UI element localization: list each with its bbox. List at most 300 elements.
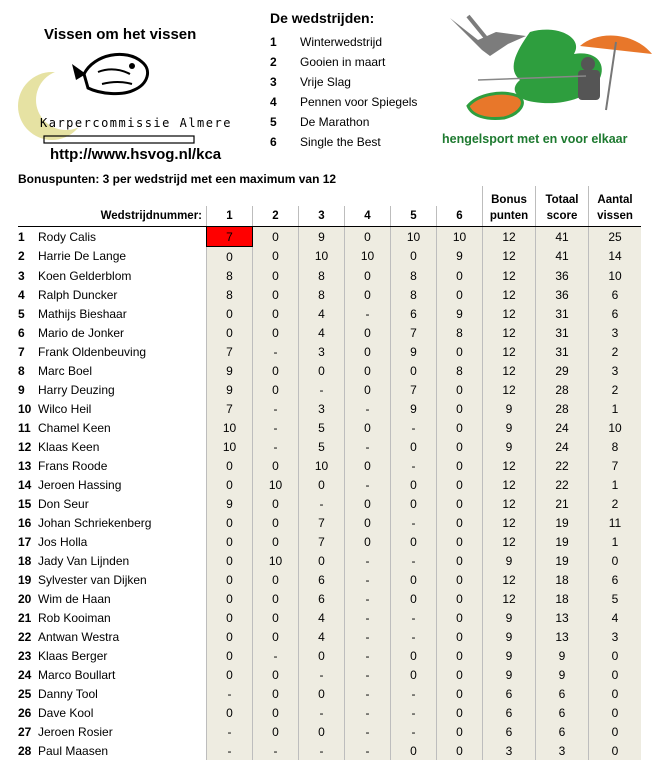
score-w6: 0	[437, 285, 483, 304]
bonus-cell: 6	[483, 684, 536, 703]
score-w2: 0	[253, 722, 299, 741]
score-w6: 9	[437, 304, 483, 323]
bonus-cell: 9	[483, 646, 536, 665]
score-w5: 8	[391, 266, 437, 285]
count-cell: 4	[589, 608, 642, 627]
score-w2: 0	[253, 665, 299, 684]
score-w6: 0	[437, 380, 483, 399]
bonus-cell: 12	[483, 304, 536, 323]
name-cell: Sylvester van Dijken	[38, 572, 147, 587]
score-w6: 0	[437, 513, 483, 532]
name-cell: Frank Oldenbeuving	[38, 344, 147, 359]
count-cell: 25	[589, 227, 642, 247]
rank-cell: 25	[18, 686, 32, 701]
score-w5: -	[391, 722, 437, 741]
score-w4: 0	[345, 494, 391, 513]
total-cell: 36	[536, 285, 589, 304]
score-w5: 9	[391, 399, 437, 418]
header-bonus-2: punten	[483, 206, 536, 227]
score-w6: 0	[437, 399, 483, 418]
competition-item: 2 Gooien in maart	[270, 55, 386, 69]
score-w3: 0	[299, 361, 345, 380]
total-cell: 28	[536, 380, 589, 399]
total-cell: 13	[536, 608, 589, 627]
table-row	[18, 342, 641, 361]
score-w2: 0	[253, 323, 299, 342]
name-cell: Wilco Heil	[38, 401, 92, 416]
score-w3: 9	[299, 227, 345, 247]
club-name: Karpercommissie Almere	[40, 116, 232, 130]
score-w3: -	[299, 741, 345, 760]
slogan: hengelsport met en voor elkaar	[442, 132, 628, 146]
score-w4: -	[345, 589, 391, 608]
table-row	[18, 741, 641, 760]
bonus-cell: 12	[483, 589, 536, 608]
table-row	[18, 418, 641, 437]
count-cell: 10	[589, 418, 642, 437]
score-w3: 8	[299, 285, 345, 304]
score-w3: 10	[299, 456, 345, 475]
name-cell: Frans Roode	[38, 458, 108, 473]
score-w1: 0	[207, 513, 253, 532]
score-w1: 0	[207, 532, 253, 551]
rank-cell: 4	[18, 287, 25, 302]
score-w3: 4	[299, 323, 345, 342]
score-w3: 8	[299, 266, 345, 285]
name-cell: Chamel Keen	[38, 420, 111, 435]
count-cell: 6	[589, 570, 642, 589]
score-w2: 0	[253, 684, 299, 703]
score-w5: 0	[391, 475, 437, 494]
score-w2: 0	[253, 266, 299, 285]
table-row	[18, 323, 641, 342]
score-w3: 0	[299, 475, 345, 494]
total-cell: 6	[536, 684, 589, 703]
score-w1: 0	[207, 247, 253, 267]
rank-cell: 18	[18, 553, 32, 568]
bonus-cell: 9	[483, 608, 536, 627]
total-cell: 19	[536, 513, 589, 532]
count-cell: 3	[589, 361, 642, 380]
count-cell: 5	[589, 589, 642, 608]
score-w4: -	[345, 684, 391, 703]
score-w3: -	[299, 665, 345, 684]
table-row	[18, 399, 641, 418]
bonus-cell: 9	[483, 551, 536, 570]
bonus-cell: 12	[483, 247, 536, 267]
total-cell: 31	[536, 304, 589, 323]
score-w3: 0	[299, 646, 345, 665]
header-total: Totaal	[536, 186, 589, 206]
ranking-table	[18, 186, 641, 760]
total-cell: 22	[536, 456, 589, 475]
score-w5: -	[391, 703, 437, 722]
bonus-cell: 12	[483, 266, 536, 285]
bonus-cell: 6	[483, 722, 536, 741]
score-w2: 0	[253, 532, 299, 551]
total-cell: 9	[536, 646, 589, 665]
score-w4: -	[345, 627, 391, 646]
rank-cell: 23	[18, 648, 32, 663]
score-w1: 8	[207, 266, 253, 285]
bonus-cell: 12	[483, 570, 536, 589]
score-w1: 0	[207, 589, 253, 608]
name-cell: Koen Gelderblom	[38, 268, 132, 283]
score-w4: 0	[345, 532, 391, 551]
name-cell: Don Seur	[38, 496, 89, 511]
score-w4: -	[345, 665, 391, 684]
score-w4: 0	[345, 513, 391, 532]
score-w6: 0	[437, 437, 483, 456]
competitions-list	[270, 10, 430, 152]
table-row	[18, 380, 641, 399]
score-w5: 0	[391, 247, 437, 267]
bonus-cell: 12	[483, 285, 536, 304]
count-cell: 3	[589, 323, 642, 342]
score-w1: 0	[207, 551, 253, 570]
total-cell: 21	[536, 494, 589, 513]
score-w1: 8	[207, 285, 253, 304]
count-cell: 6	[589, 285, 642, 304]
total-cell: 28	[536, 399, 589, 418]
competition-item: 3 Vrije Slag	[270, 75, 351, 89]
score-w1: -	[207, 722, 253, 741]
score-w1: 0	[207, 570, 253, 589]
score-w5: -	[391, 684, 437, 703]
header-w4: 4	[345, 206, 391, 227]
bonus-cell: 12	[483, 532, 536, 551]
name-cell: Jeroen Hassing	[38, 477, 122, 492]
score-w5: 9	[391, 342, 437, 361]
score-w4: -	[345, 722, 391, 741]
header-count: Aantal	[589, 186, 642, 206]
score-w2: -	[253, 741, 299, 760]
score-w1: -	[207, 684, 253, 703]
score-w6: 0	[437, 665, 483, 684]
header-w2: 2	[253, 206, 299, 227]
count-cell: 0	[589, 646, 642, 665]
score-w1: 0	[207, 304, 253, 323]
score-w1: 10	[207, 418, 253, 437]
rank-cell: 27	[18, 724, 32, 739]
score-w1: 0	[207, 646, 253, 665]
count-cell: 6	[589, 304, 642, 323]
score-w3: -	[299, 494, 345, 513]
table-row	[18, 646, 641, 665]
score-w4: 0	[345, 323, 391, 342]
score-w4: -	[345, 608, 391, 627]
score-w5: 0	[391, 589, 437, 608]
score-w6: 0	[437, 684, 483, 703]
score-w2: 0	[253, 513, 299, 532]
rank-cell: 2	[18, 249, 25, 264]
name-cell: Johan Schriekenberg	[38, 515, 152, 530]
score-w1: 0	[207, 665, 253, 684]
rank-cell: 17	[18, 534, 32, 549]
score-w6: 0	[437, 532, 483, 551]
score-w5: 0	[391, 361, 437, 380]
name-cell: Danny Tool	[38, 686, 98, 701]
score-w5: 0	[391, 494, 437, 513]
bonus-cell: 12	[483, 494, 536, 513]
name-cell: Mario de Jonker	[38, 325, 125, 340]
score-w5: 0	[391, 532, 437, 551]
rank-cell: 24	[18, 667, 32, 682]
total-cell: 6	[536, 722, 589, 741]
score-w4: 0	[345, 227, 391, 247]
logo-art	[438, 10, 660, 132]
score-w5: -	[391, 608, 437, 627]
competition-item: 4 Pennen voor Spiegels	[270, 95, 418, 109]
rank-cell: 6	[18, 325, 25, 340]
bonus-cell: 9	[483, 437, 536, 456]
table-row	[18, 437, 641, 456]
score-w3: 3	[299, 399, 345, 418]
bonus-cell: 12	[483, 380, 536, 399]
score-w3: 5	[299, 437, 345, 456]
score-w2: 0	[253, 608, 299, 627]
score-w4: -	[345, 475, 391, 494]
score-w3: 3	[299, 342, 345, 361]
rank-cell: 19	[18, 572, 32, 587]
table-row	[18, 703, 641, 722]
score-w4: -	[345, 646, 391, 665]
bonus-cell: 12	[483, 475, 536, 494]
name-cell: Wim de Haan	[38, 591, 111, 606]
score-w4: -	[345, 570, 391, 589]
name-cell: Harry Deuzing	[38, 382, 115, 397]
score-w3: -	[299, 380, 345, 399]
table-row	[18, 494, 641, 513]
rank-cell: 7	[18, 344, 25, 359]
bonus-cell: 3	[483, 741, 536, 760]
rank-cell: 14	[18, 477, 32, 492]
score-w3: 10	[299, 247, 345, 267]
score-w4: -	[345, 741, 391, 760]
bonus-cell: 9	[483, 665, 536, 684]
score-w3: 7	[299, 532, 345, 551]
rank-cell: 5	[18, 306, 25, 321]
score-w4: -	[345, 703, 391, 722]
competitions-heading: De wedstrijden:	[270, 10, 375, 26]
name-cell: Marco Boullart	[38, 667, 116, 682]
count-cell: 2	[589, 342, 642, 361]
bonus-cell: 9	[483, 627, 536, 646]
bonus-cell: 12	[483, 227, 536, 247]
score-w6: 0	[437, 741, 483, 760]
table-row	[18, 570, 641, 589]
score-w6: 0	[437, 456, 483, 475]
logo-title: Vissen om het vissen	[44, 26, 197, 43]
total-cell: 31	[536, 323, 589, 342]
count-cell: 0	[589, 741, 642, 760]
score-w1: 0	[207, 456, 253, 475]
score-w1: 0	[207, 608, 253, 627]
table-row	[18, 684, 641, 703]
table-row	[18, 475, 641, 494]
total-cell: 41	[536, 227, 589, 247]
score-w4: 0	[345, 456, 391, 475]
score-w2: 0	[253, 247, 299, 267]
score-w1: 10	[207, 437, 253, 456]
bonus-cell: 12	[483, 342, 536, 361]
score-w2: -	[253, 418, 299, 437]
competition-item: 5 De Marathon	[270, 115, 370, 129]
table-row	[18, 361, 641, 380]
table-row	[18, 304, 641, 323]
name-cell: Mathijs Bieshaar	[38, 306, 127, 321]
hengelsport-logo	[438, 10, 660, 150]
score-w2: 0	[253, 494, 299, 513]
rank-cell: 28	[18, 743, 32, 758]
bonus-cell: 9	[483, 399, 536, 418]
count-cell: 7	[589, 456, 642, 475]
score-w4: 0	[345, 380, 391, 399]
bonus-cell: 12	[483, 456, 536, 475]
score-w2: 0	[253, 361, 299, 380]
bonus-cell: 12	[483, 361, 536, 380]
count-cell: 0	[589, 703, 642, 722]
score-w4: -	[345, 399, 391, 418]
score-w3: 0	[299, 551, 345, 570]
score-w6: 0	[437, 551, 483, 570]
score-w5: -	[391, 456, 437, 475]
score-w3: -	[299, 703, 345, 722]
table-row	[18, 513, 641, 532]
score-w6: 0	[437, 608, 483, 627]
score-w6: 0	[437, 570, 483, 589]
competition-item: 1 Winterwedstrijd	[270, 35, 383, 49]
score-w1: 0	[207, 703, 253, 722]
rank-cell: 22	[18, 629, 32, 644]
table-row	[18, 722, 641, 741]
score-w6: 9	[437, 247, 483, 267]
rank-cell: 15	[18, 496, 32, 511]
name-cell: Jady Van Lijnden	[38, 553, 130, 568]
score-w1: 0	[207, 323, 253, 342]
bonus-rule-text: Bonuspunten: 3 per wedstrijd met een maximum van 12	[18, 172, 337, 186]
count-cell: 1	[589, 399, 642, 418]
rank-cell: 21	[18, 610, 32, 625]
total-cell: 19	[536, 551, 589, 570]
rank-cell: 8	[18, 363, 25, 378]
count-cell: 8	[589, 437, 642, 456]
table-row	[18, 227, 641, 247]
header-w5: 5	[391, 206, 437, 227]
count-cell: 0	[589, 684, 642, 703]
score-w5: 10	[391, 227, 437, 247]
score-w6: 8	[437, 361, 483, 380]
rank-cell: 10	[18, 401, 32, 416]
score-w6: 0	[437, 722, 483, 741]
score-w6: 0	[437, 703, 483, 722]
score-w2: 0	[253, 589, 299, 608]
total-cell: 13	[536, 627, 589, 646]
score-w2: 0	[253, 227, 299, 247]
total-cell: 6	[536, 703, 589, 722]
table-row	[18, 247, 641, 267]
score-w6: 0	[437, 646, 483, 665]
score-w1: 0	[207, 475, 253, 494]
score-w5: 0	[391, 646, 437, 665]
score-w2: 0	[253, 570, 299, 589]
header-bonus: Bonus	[483, 186, 536, 206]
rank-cell: 13	[18, 458, 32, 473]
header-wedstrijdnummer: Wedstrijdnummer:	[18, 206, 207, 227]
score-w4: 0	[345, 418, 391, 437]
score-w3: 0	[299, 722, 345, 741]
total-cell: 18	[536, 589, 589, 608]
name-cell: Jeroen Rosier	[38, 724, 113, 739]
count-cell: 14	[589, 247, 642, 267]
name-cell: Harrie De Lange	[38, 249, 127, 264]
rank-cell: 16	[18, 515, 32, 530]
score-w5: -	[391, 513, 437, 532]
score-w1: 9	[207, 361, 253, 380]
count-cell: 2	[589, 494, 642, 513]
score-w4: 10	[345, 247, 391, 267]
score-w4: -	[345, 304, 391, 323]
name-cell: Rob Kooiman	[38, 610, 111, 625]
total-cell: 29	[536, 361, 589, 380]
rank-cell: 9	[18, 382, 25, 397]
decorative-dots	[44, 136, 194, 143]
score-w2: -	[253, 342, 299, 361]
score-w3: 6	[299, 589, 345, 608]
count-cell: 1	[589, 532, 642, 551]
score-w5: 8	[391, 285, 437, 304]
score-w3: 0	[299, 684, 345, 703]
table-row	[18, 589, 641, 608]
header-w3: 3	[299, 206, 345, 227]
bonus-cell: 9	[483, 418, 536, 437]
total-cell: 3	[536, 741, 589, 760]
score-w2: 0	[253, 285, 299, 304]
score-w1: 7	[207, 399, 253, 418]
count-cell: 10	[589, 266, 642, 285]
name-cell: Klaas Keen	[38, 439, 100, 454]
table-header-bottom	[18, 206, 641, 227]
bonus-cell: 12	[483, 513, 536, 532]
score-w3: 4	[299, 608, 345, 627]
score-w5: 0	[391, 437, 437, 456]
table-row	[18, 551, 641, 570]
count-cell: 2	[589, 380, 642, 399]
count-cell: 3	[589, 627, 642, 646]
table-row	[18, 608, 641, 627]
score-w5: 6	[391, 304, 437, 323]
score-w6: 8	[437, 323, 483, 342]
score-w2: 10	[253, 475, 299, 494]
total-cell: 19	[536, 532, 589, 551]
score-w2: 10	[253, 551, 299, 570]
total-cell: 9	[536, 665, 589, 684]
score-w5: 0	[391, 741, 437, 760]
score-w5: 7	[391, 380, 437, 399]
score-w6: 0	[437, 589, 483, 608]
score-w4: -	[345, 437, 391, 456]
score-w4: 0	[345, 361, 391, 380]
rank-cell: 12	[18, 439, 32, 454]
score-w6: 0	[437, 342, 483, 361]
rank-cell: 11	[18, 420, 31, 435]
table-row	[18, 266, 641, 285]
count-cell: 0	[589, 665, 642, 684]
header-w1: 1	[207, 206, 253, 227]
total-cell: 41	[536, 247, 589, 267]
total-cell: 36	[536, 266, 589, 285]
table-row	[18, 627, 641, 646]
